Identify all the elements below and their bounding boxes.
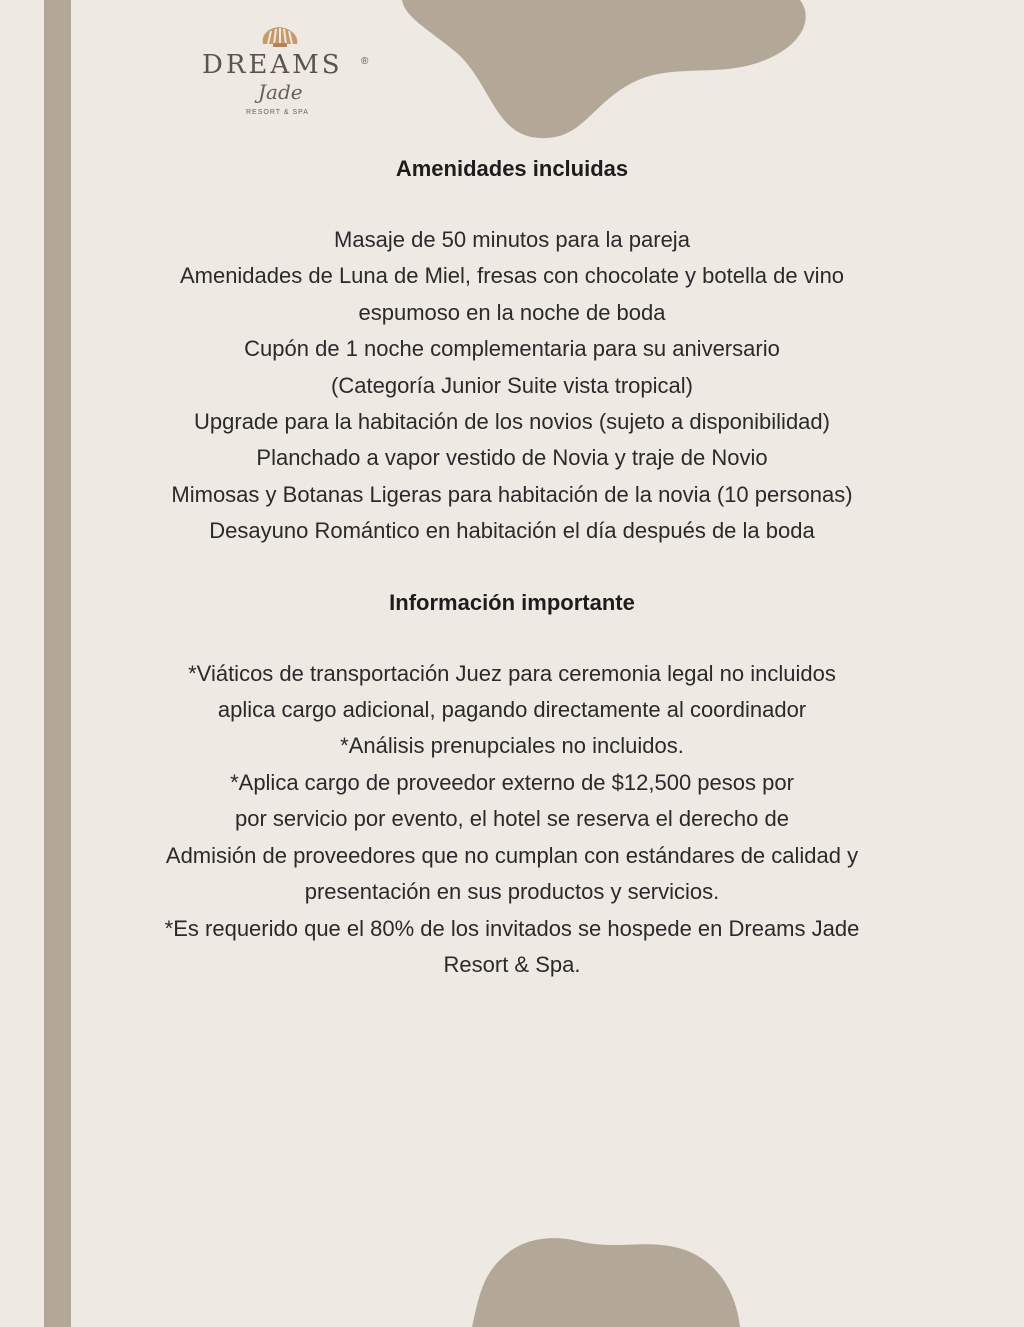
- amenities-line: Mimosas y Botanas Ligeras para habitación de la novia (10 personas): [171, 481, 853, 507]
- info-line: *Análisis prenupciales no incluidos.: [340, 733, 684, 759]
- top-decorative-blob: [402, 0, 806, 138]
- logo-brand-text: DREAMS: [202, 50, 343, 80]
- info-line: *Aplica cargo de proveedor externo de $12,500 pesos por: [230, 769, 794, 795]
- logo-subtitle: RESORT & SPA: [246, 109, 309, 116]
- amenities-line: espumoso en la noche de boda: [358, 299, 666, 325]
- amenities-line: Masaje de 50 minutos para la pareja: [334, 227, 690, 252]
- amenities-line: Cupón de 1 noche complementaria para su aniversario: [244, 336, 780, 362]
- amenities-list: [100, 222, 924, 550]
- info-line: Admisión de proveedores que no cumplan con estándares de calidad y: [165, 842, 859, 868]
- brand-logo: [200, 20, 380, 124]
- shell-icon: [259, 24, 301, 48]
- amenities-line: Desayuno Romántico en habitación el día después de la boda: [209, 518, 815, 544]
- logo-script-text: Jade: [258, 80, 303, 104]
- amenities-line: Planchado a vapor vestido de Novia y traje de Novio: [256, 445, 768, 471]
- important-info-list: [100, 656, 924, 984]
- amenities-line: Amenidades de Luna de Miel, fresas con chocolate y botella de vino: [179, 263, 845, 289]
- info-line: Resort & Spa.: [443, 951, 581, 977]
- bottom-decorative-blob: [472, 1238, 740, 1327]
- important-info-title: Información importante: [389, 589, 635, 615]
- info-line: aplica cargo adicional, pagando directamente al coordinador: [217, 697, 807, 723]
- amenities-title: Amenidades incluidas: [395, 156, 629, 181]
- main-content: [100, 150, 924, 983]
- amenities-line: Upgrade para la habitación de los novios (sujeto a disponibilidad): [194, 409, 830, 435]
- amenities-line: (Categoría Junior Suite vista tropical): [331, 372, 693, 398]
- info-line: por servicio por evento, el hotel se reserva el derecho de: [235, 806, 789, 832]
- info-line: *Viáticos de transportación Juez para ceremonia legal no incluidos: [188, 660, 836, 686]
- info-line: presentación en sus productos y servicios.: [304, 879, 720, 905]
- info-line: *Es requerido que el 80% de los invitados se hospede en Dreams Jade: [164, 915, 860, 941]
- logo-registered-mark: ®: [361, 56, 369, 67]
